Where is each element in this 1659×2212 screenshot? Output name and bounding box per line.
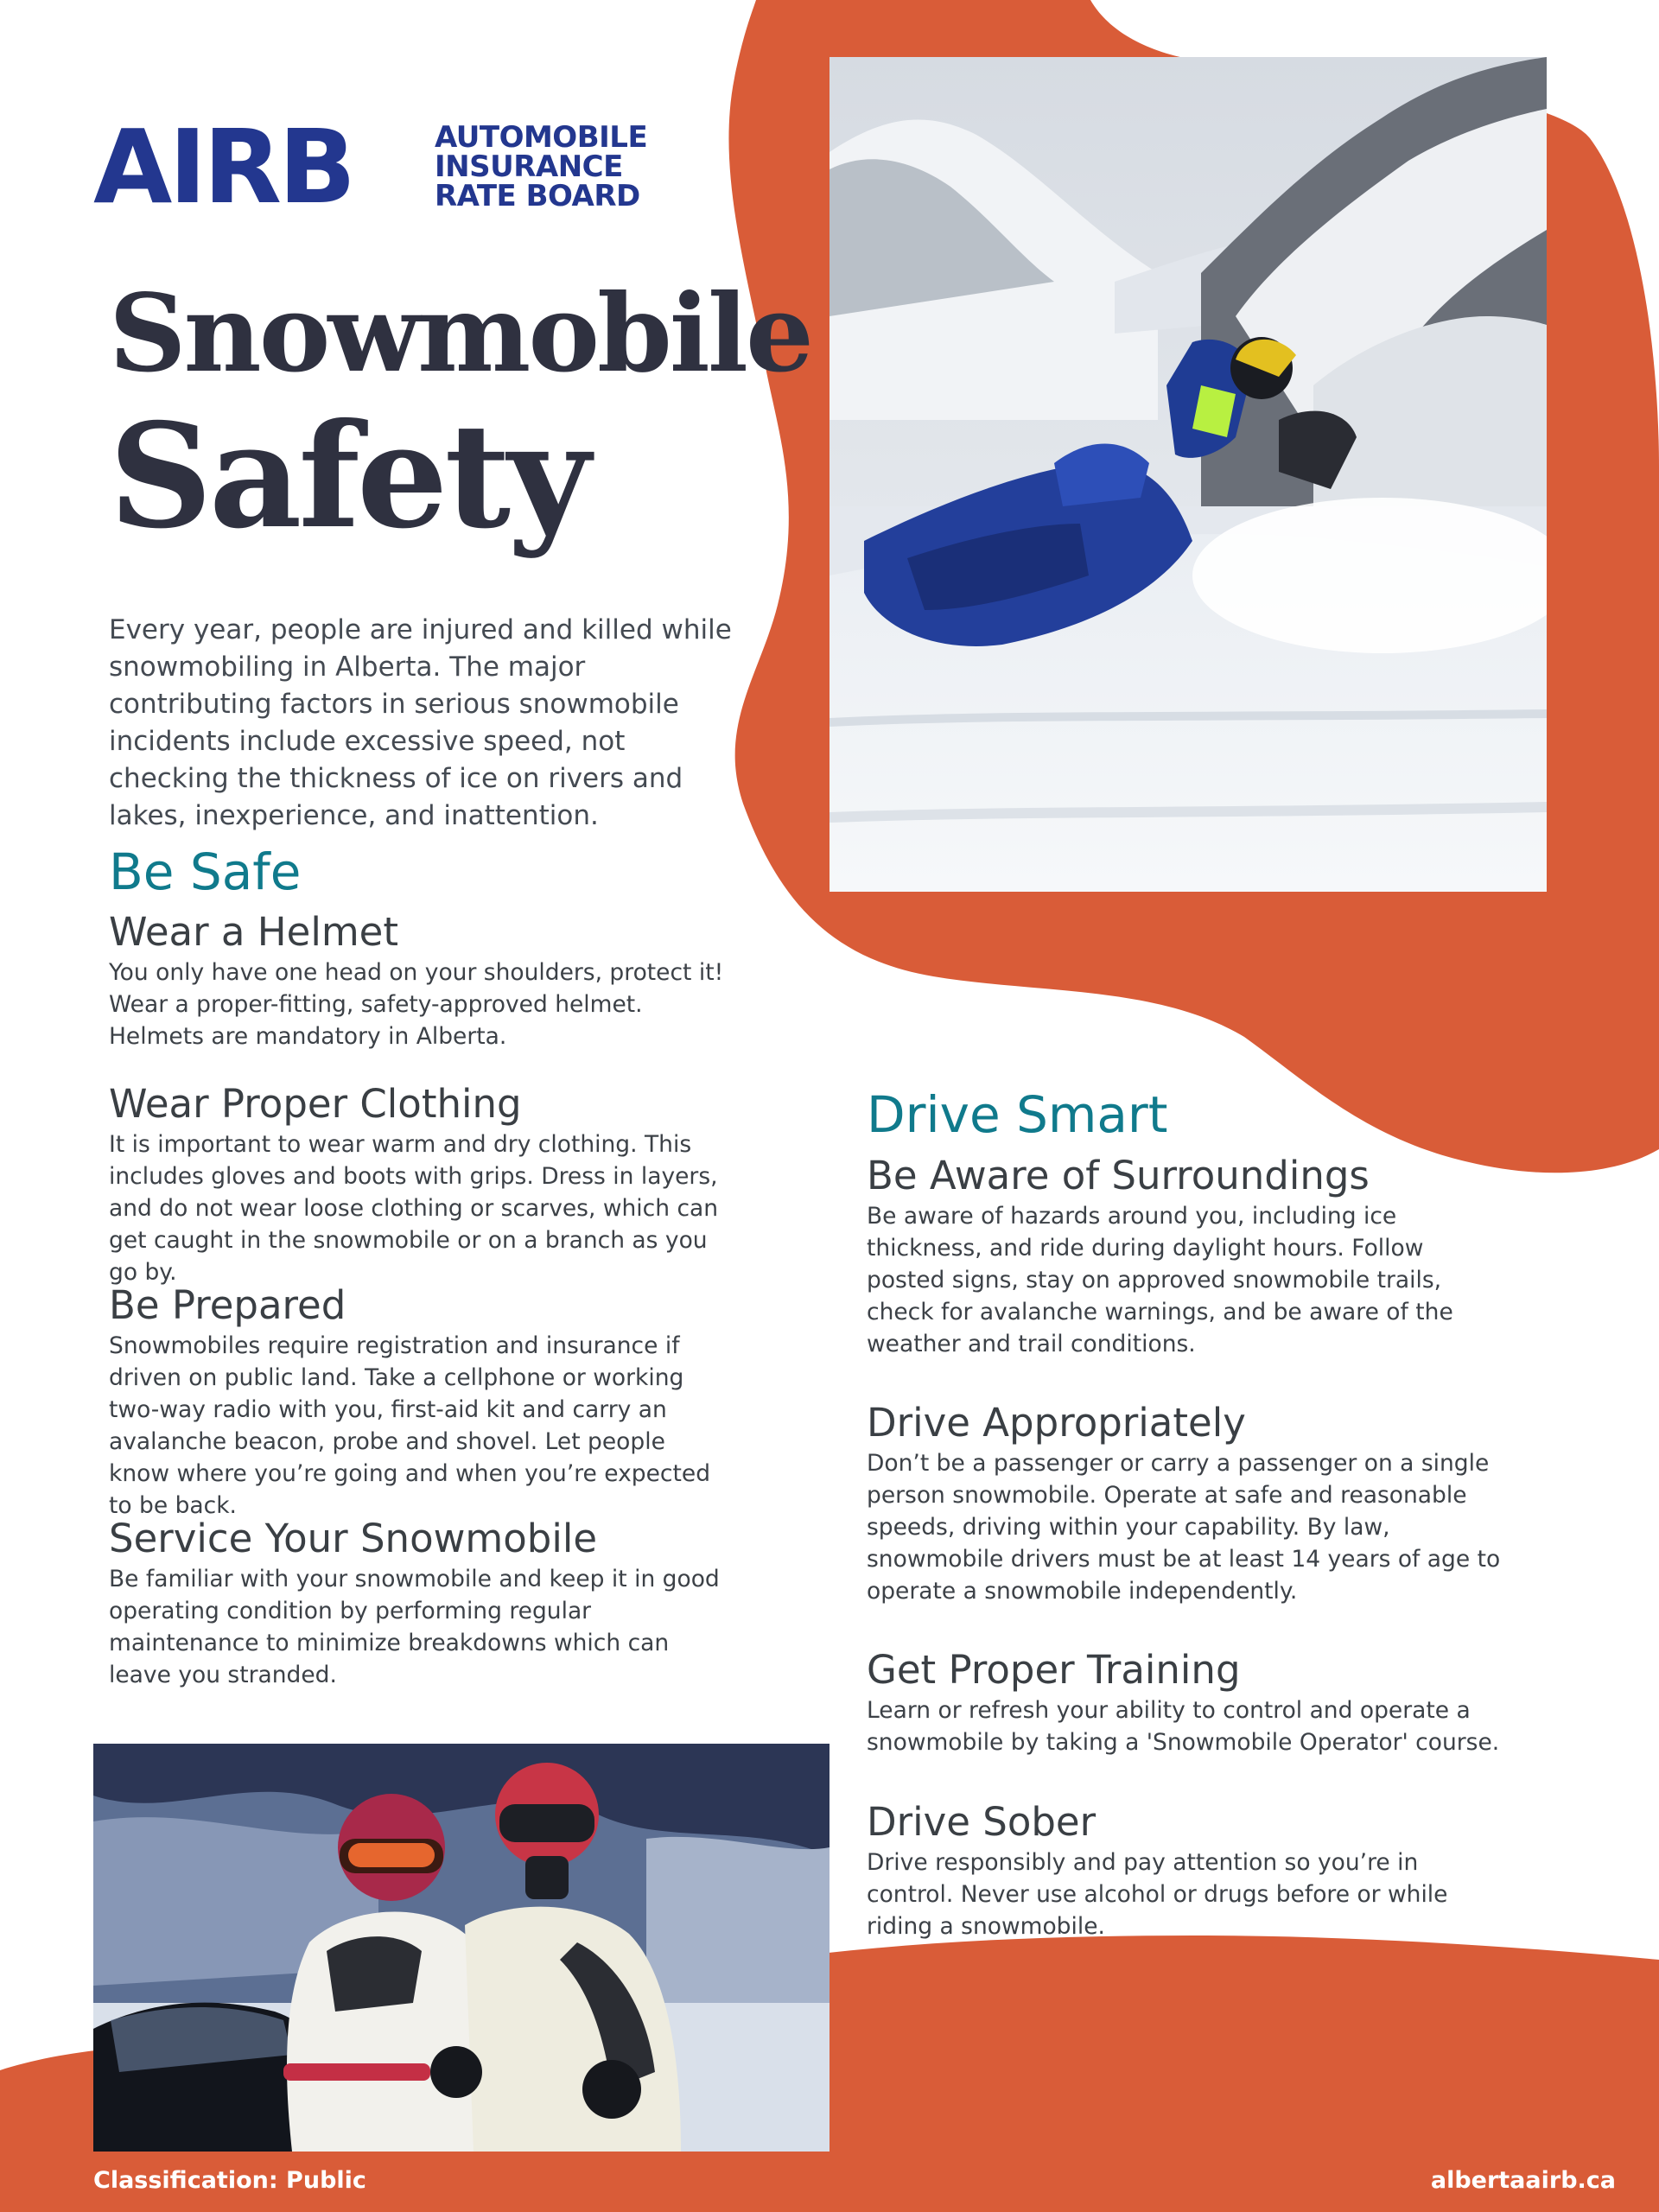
- item-body: Snowmobiles require registration and insurance if driven on public land. Take a cellphone or working two-way radio with you, first-aid kit and carry an avalanche beacon, probe and shovel. Let people know where you’re going and when you’re expected to be back.: [109, 1332, 711, 1519]
- classification-label: Classification: Public: [93, 2167, 366, 2194]
- be-safe-heading: Be Safe: [109, 842, 302, 901]
- item-title: Drive Appropriately: [867, 1400, 1246, 1446]
- drive-smart-item-training: [867, 1646, 1506, 1758]
- item-title: Be Prepared: [109, 1282, 346, 1328]
- item-title: Wear a Helmet: [109, 909, 398, 955]
- item-body: You only have one head on your shoulders, protect it! Wear a proper-fitting, safety-approved helmet. Helmets are mandatory in Alberta.: [109, 959, 724, 1050]
- drive-smart-item-appropriately: [867, 1399, 1506, 1607]
- logo-letters: AIRB: [93, 107, 353, 226]
- logo-word-2: INSURANCE: [435, 149, 623, 184]
- website-link[interactable]: albertaairb.ca: [1430, 2167, 1616, 2194]
- logo-word-1: AUTOMOBILE: [435, 120, 648, 155]
- be-safe-item-clothing: [109, 1080, 731, 1288]
- item-title: Wear Proper Clothing: [109, 1081, 522, 1127]
- drive-smart-item-sober: [867, 1798, 1506, 1942]
- title-line-1: Snowmobile: [109, 271, 811, 397]
- drive-smart-heading: Drive Smart: [867, 1085, 1168, 1144]
- logo-words: [435, 120, 648, 213]
- kids-on-snowmobile-photo: [93, 1744, 830, 2152]
- title-line-2: Safety: [109, 392, 588, 561]
- item-title: Be Aware of Surroundings: [867, 1153, 1370, 1198]
- item-body: Be aware of hazards around you, including ice thickness, and ride during daylight hours. Follow posted signs, stay on approved snowmobile trails, check for avalanche warnings, and be aware of the weather and trail conditions.: [867, 1203, 1453, 1357]
- item-body: Don’t be a passenger or carry a passenger on a single person snowmobile. Operate at safe and reasonable speeds, driving within your capability. By law, snowmobile drivers must be at least 14 years of age to operate a snowmobile independently.: [867, 1450, 1501, 1605]
- item-body: Drive responsibly and pay attention so you’re in control. Never use alcohol or drugs before or while riding a snowmobile.: [867, 1849, 1448, 1940]
- item-body: It is important to wear warm and dry clothing. This includes gloves and boots with grips. Dress in layers, and do not wear loose clothing or scarves, which can get caught in the snowmobile or on a branch as you go by.: [109, 1131, 719, 1286]
- item-title: Service Your Snowmobile: [109, 1516, 598, 1561]
- be-safe-item-service: [109, 1515, 731, 1691]
- item-body: Be familiar with your snowmobile and keep it in good operating condition by performing regular maintenance to minimize breakdowns which can leave you stranded.: [109, 1566, 720, 1688]
- item-body: Learn or refresh your ability to control and operate a snowmobile by taking a 'Snowmobile Operator' course.: [867, 1697, 1500, 1756]
- item-title: Get Proper Training: [867, 1647, 1241, 1693]
- intro-paragraph: Every year, people are injured and killed while snowmobiling in Alberta. The major contributing factors in serious snowmobile incidents include excessive speed, not checking the thickness of ice on rivers and lakes, inexperience, and inattention.: [109, 614, 732, 831]
- item-title: Drive Sober: [867, 1799, 1096, 1845]
- be-safe-item-helmet: [109, 908, 731, 1052]
- airb-logo: [93, 107, 672, 226]
- drive-smart-item-surroundings: [867, 1152, 1506, 1360]
- logo-word-3: RATE BOARD: [435, 179, 640, 213]
- be-safe-item-prepared: [109, 1281, 731, 1522]
- snowmobile-rider-photo: [830, 57, 1547, 892]
